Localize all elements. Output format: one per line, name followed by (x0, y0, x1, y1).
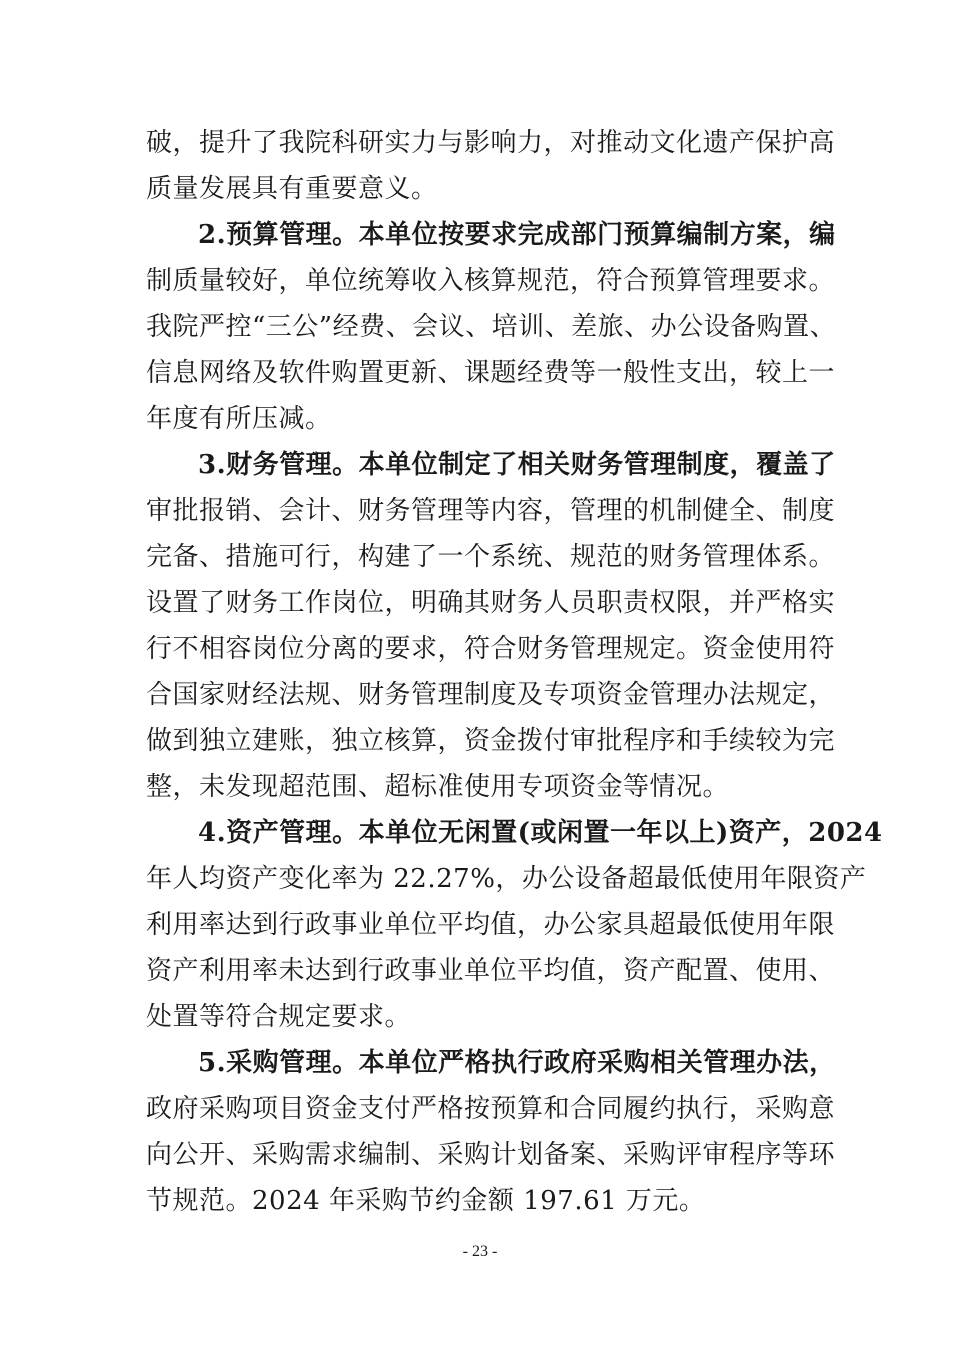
text-line: 完备、措施可行，构建了一个系统、规范的财务管理体系。 (146, 542, 836, 572)
section-heading-procurement: 5.采购管理。本单位严格执行政府采购相关管理办法， (198, 1048, 836, 1078)
text-line: 质量发展具有重要意义。 (146, 174, 438, 204)
text-line: 向公开、采购需求编制、采购计划备案、采购评审程序等环 (146, 1140, 836, 1170)
section-heading-finance: 3.财务管理。本单位制定了相关财务管理制度，覆盖了 (198, 450, 836, 480)
text-line: 合国家财经法规、财务管理制度及专项资金管理办法规定， (146, 680, 836, 710)
text-line: 处置等符合规定要求。 (146, 1002, 412, 1032)
text-line: 年人均资产变化率为 22.27%，办公设备超最低使用年限资产 (146, 864, 867, 894)
section-heading-assets: 4.资产管理。本单位无闲置(或闲置一年以上)资产，2024 (198, 818, 883, 848)
text-line: 信息网络及软件购置更新、课题经费等一般性支出，较上一 (146, 358, 836, 388)
text-line: 利用率达到行政事业单位平均值，办公家具超最低使用年限 (146, 910, 836, 940)
text-line: 行不相容岗位分离的要求，符合财务管理规定。资金使用符 (146, 634, 836, 664)
text-line: 政府采购项目资金支付严格按预算和合同履约执行，采购意 (146, 1094, 836, 1124)
text-line: 我院严控“三公”经费、会议、培训、差旅、办公设备购置、 (146, 312, 837, 342)
page-number: - 23 - (462, 1243, 498, 1260)
text-line: 资产利用率未达到行政事业单位平均值，资产配置、使用、 (146, 956, 836, 986)
text-line: 整，未发现超范围、超标准使用专项资金等情况。 (146, 772, 730, 802)
text-line: 节规范。2024 年采购节约金额 197.61 万元。 (146, 1186, 706, 1216)
text-line: 制质量较好，单位统筹收入核算规范，符合预算管理要求。 (146, 266, 836, 296)
text-line: 审批报销、会计、财务管理等内容，管理的机制健全、制度 (146, 496, 836, 526)
section-heading-budget: 2.预算管理。本单位按要求完成部门预算编制方案，编 (198, 220, 836, 250)
text-line: 做到独立建账，独立核算，资金拨付审批程序和手续较为完 (146, 726, 836, 756)
text-line: 年度有所压减。 (146, 404, 332, 434)
text-line: 设置了财务工作岗位，明确其财务人员职责权限，并严格实 (146, 588, 836, 618)
text-line: 破，提升了我院科研实力与影响力，对推动文化遗产保护高 (146, 128, 836, 158)
